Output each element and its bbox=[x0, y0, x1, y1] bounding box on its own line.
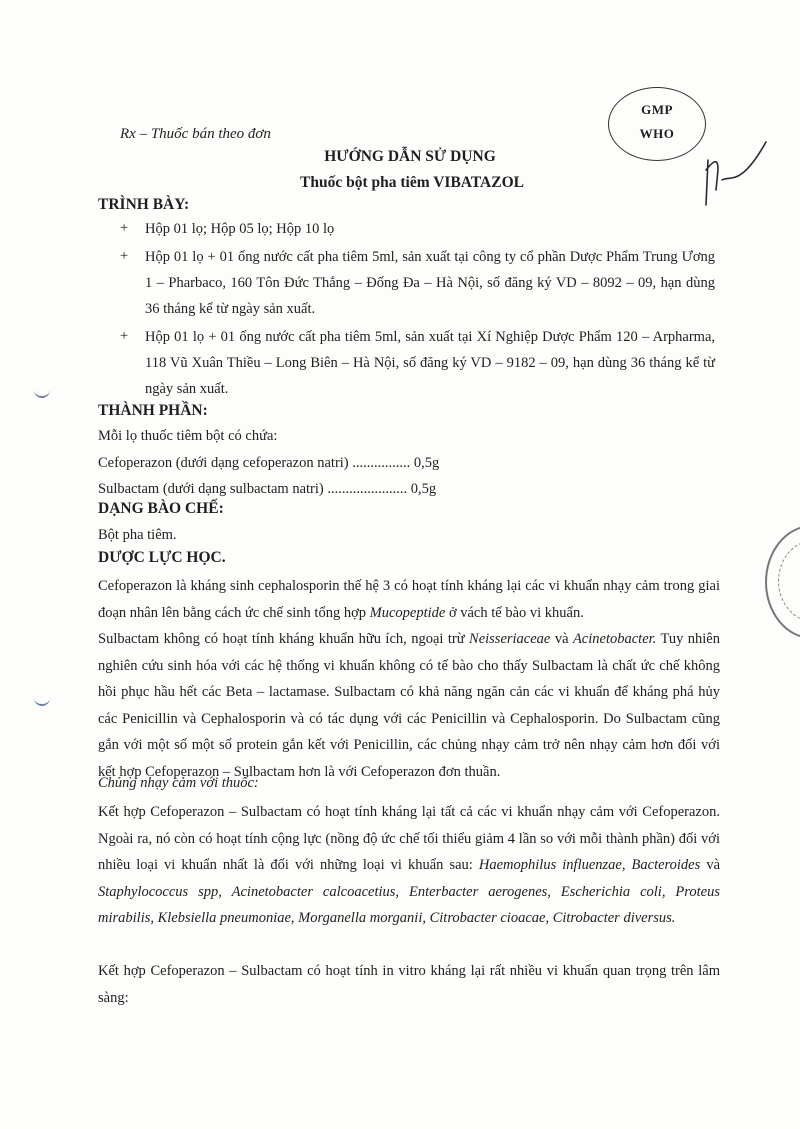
section-heading-duoc-luc-hoc: DƯỢC LỰC HỌC. bbox=[98, 549, 226, 566]
text-run-italic: Acinetobacter. bbox=[572, 631, 657, 647]
paragraph-sulbactam bbox=[98, 626, 720, 785]
composition-intro: Mỗi lọ thuốc tiêm bột có chứa: bbox=[98, 428, 278, 444]
stamp-line-2: WHO bbox=[639, 126, 675, 141]
bullet-marker: + bbox=[120, 328, 129, 344]
section-heading-thanh-phan: THÀNH PHẦN: bbox=[98, 402, 208, 419]
document-title: HƯỚNG DẪN SỬ DỤNG bbox=[324, 148, 496, 165]
punch-hole-mark bbox=[34, 386, 50, 398]
paragraph-in-vitro: Kết hợp Cefoperazon – Sulbactam có hoạt tính in vitro kháng lại rất nhiều vi khuẩn quan trọng trên lâm sàng: bbox=[98, 963, 720, 1006]
packaging-item: Hộp 01 lọ + 01 ống nước cất pha tiêm 5ml, sản xuất tại Xí Nghiệp Dược Phẩm 120 – Arpharma, 118 Vũ Xuân Thiều – Long Biên – Hà Nội, số đăng ký VD – 9182 – 09, hạn dùng 36 tháng kể từ ngày sản xuất. bbox=[145, 329, 715, 397]
dosage-form: Bột pha tiêm. bbox=[98, 527, 177, 543]
subheading-susceptible-strains: Chủng nhạy cảm với thuốc: bbox=[98, 775, 259, 791]
bullet-marker: + bbox=[120, 248, 129, 264]
text-run-italic: Neisseriaceae bbox=[469, 631, 551, 647]
text-run: Cefoperazon là kháng sinh cephalosporin thế hệ 3 có hoạt tính kháng lại các vi khuẩn nhạy cảm trong giai đoạn nhân lên bằng cách ức chế sinh tổng hợp bbox=[98, 578, 720, 621]
signature-mark bbox=[700, 130, 770, 210]
paragraph-combination-activity bbox=[98, 799, 720, 932]
text-run: và bbox=[550, 631, 573, 647]
stamp-line-1: GMP bbox=[641, 102, 673, 117]
composition-line: Cefoperazon (dưới dạng cefoperazon natri) ................ 0,5g bbox=[98, 455, 440, 471]
bullet-marker: + bbox=[120, 220, 129, 236]
text-run: Kết hợp Cefoperazon – Sulbactam có hoạt tính kháng lại tất cả các vi khuẩn nhạy cảm với Cefoperazon. Ngoài ra, nó còn có hoạt tính cộng lực (nồng độ ức chế tối thiểu giảm 4 lần so với mỗi thành phần) đối với nhiều loại vi khuẩn nhất là đối với những loại vi khuẩn sau: bbox=[98, 804, 720, 873]
text-run: ở vách tế bào vi khuẩn. bbox=[445, 604, 584, 621]
text-run-italic: Haemophilus influenzae, Bacteroides bbox=[478, 857, 701, 873]
text-run: và bbox=[700, 857, 721, 873]
punch-hole-mark bbox=[34, 694, 50, 706]
prescription-note: Rx – Thuốc bán theo đơn bbox=[120, 126, 271, 142]
text-run: Sulbactam không có hoạt tính kháng khuẩn hữu ích, ngoại trừ bbox=[98, 631, 470, 647]
packaging-item: Hộp 01 lọ + 01 ống nước cất pha tiêm 5ml, sản xuất tại công ty cổ phần Dược Phẩm Trung Ương 1 – Pharbaco, 160 Tôn Đức Thắng – Đống Đa – Hà Nội, số đăng ký VD – 8092 – 09, hạn dùng 36 tháng kể từ ngày sản xuất. bbox=[145, 249, 715, 317]
document-subtitle: Thuốc bột pha tiêm VIBATAZOL bbox=[300, 174, 524, 191]
text-run-italic: Staphylococcus spp, Acinetobacter calcoacetius, Enterbacter aerogenes, Escherichia coli, Proteus mirabilis, Klebsiella pneumoniae, Morganella morganii, Citrobacter cioacae, Citrobacter diversus. bbox=[98, 883, 720, 926]
section-heading-trinh-bay: TRÌNH BÀY: bbox=[98, 196, 190, 213]
composition-line: Sulbactam (dưới dạng sulbactam natri) ...................... 0,5g bbox=[98, 481, 437, 497]
packaging-item: Hộp 01 lọ; Hộp 05 lọ; Hộp 10 lọ bbox=[145, 221, 335, 237]
section-heading-dang-bao-che: DẠNG BÀO CHẾ: bbox=[98, 500, 224, 517]
text-run-italic: Mucopeptide bbox=[369, 604, 446, 621]
text-run: Tuy nhiên nghiên cứu sinh hóa với các hệ thống vi khuẩn không có tế bào cho thấy Sulbactam là chất ức chế không hồi phục hầu hết các Beta – lactamase. Sulbactam có khả năng ngăn cản các vi khuẩn để kháng phá hủy các Penicillin và Cephalosporin và có tác dụng với các Penicillin và Cephalosporin. Do Sulbactam cũng gắn với một số một số protein gắn kết với Penicillin, các chủng nhạy cảm trở nên nhạy cảm hơn đối với kết hợp Cefoperazon – Sulbactam hơn là với Cefoperazon đơn thuần. bbox=[98, 631, 720, 780]
paragraph-cefoperazon bbox=[98, 573, 720, 626]
